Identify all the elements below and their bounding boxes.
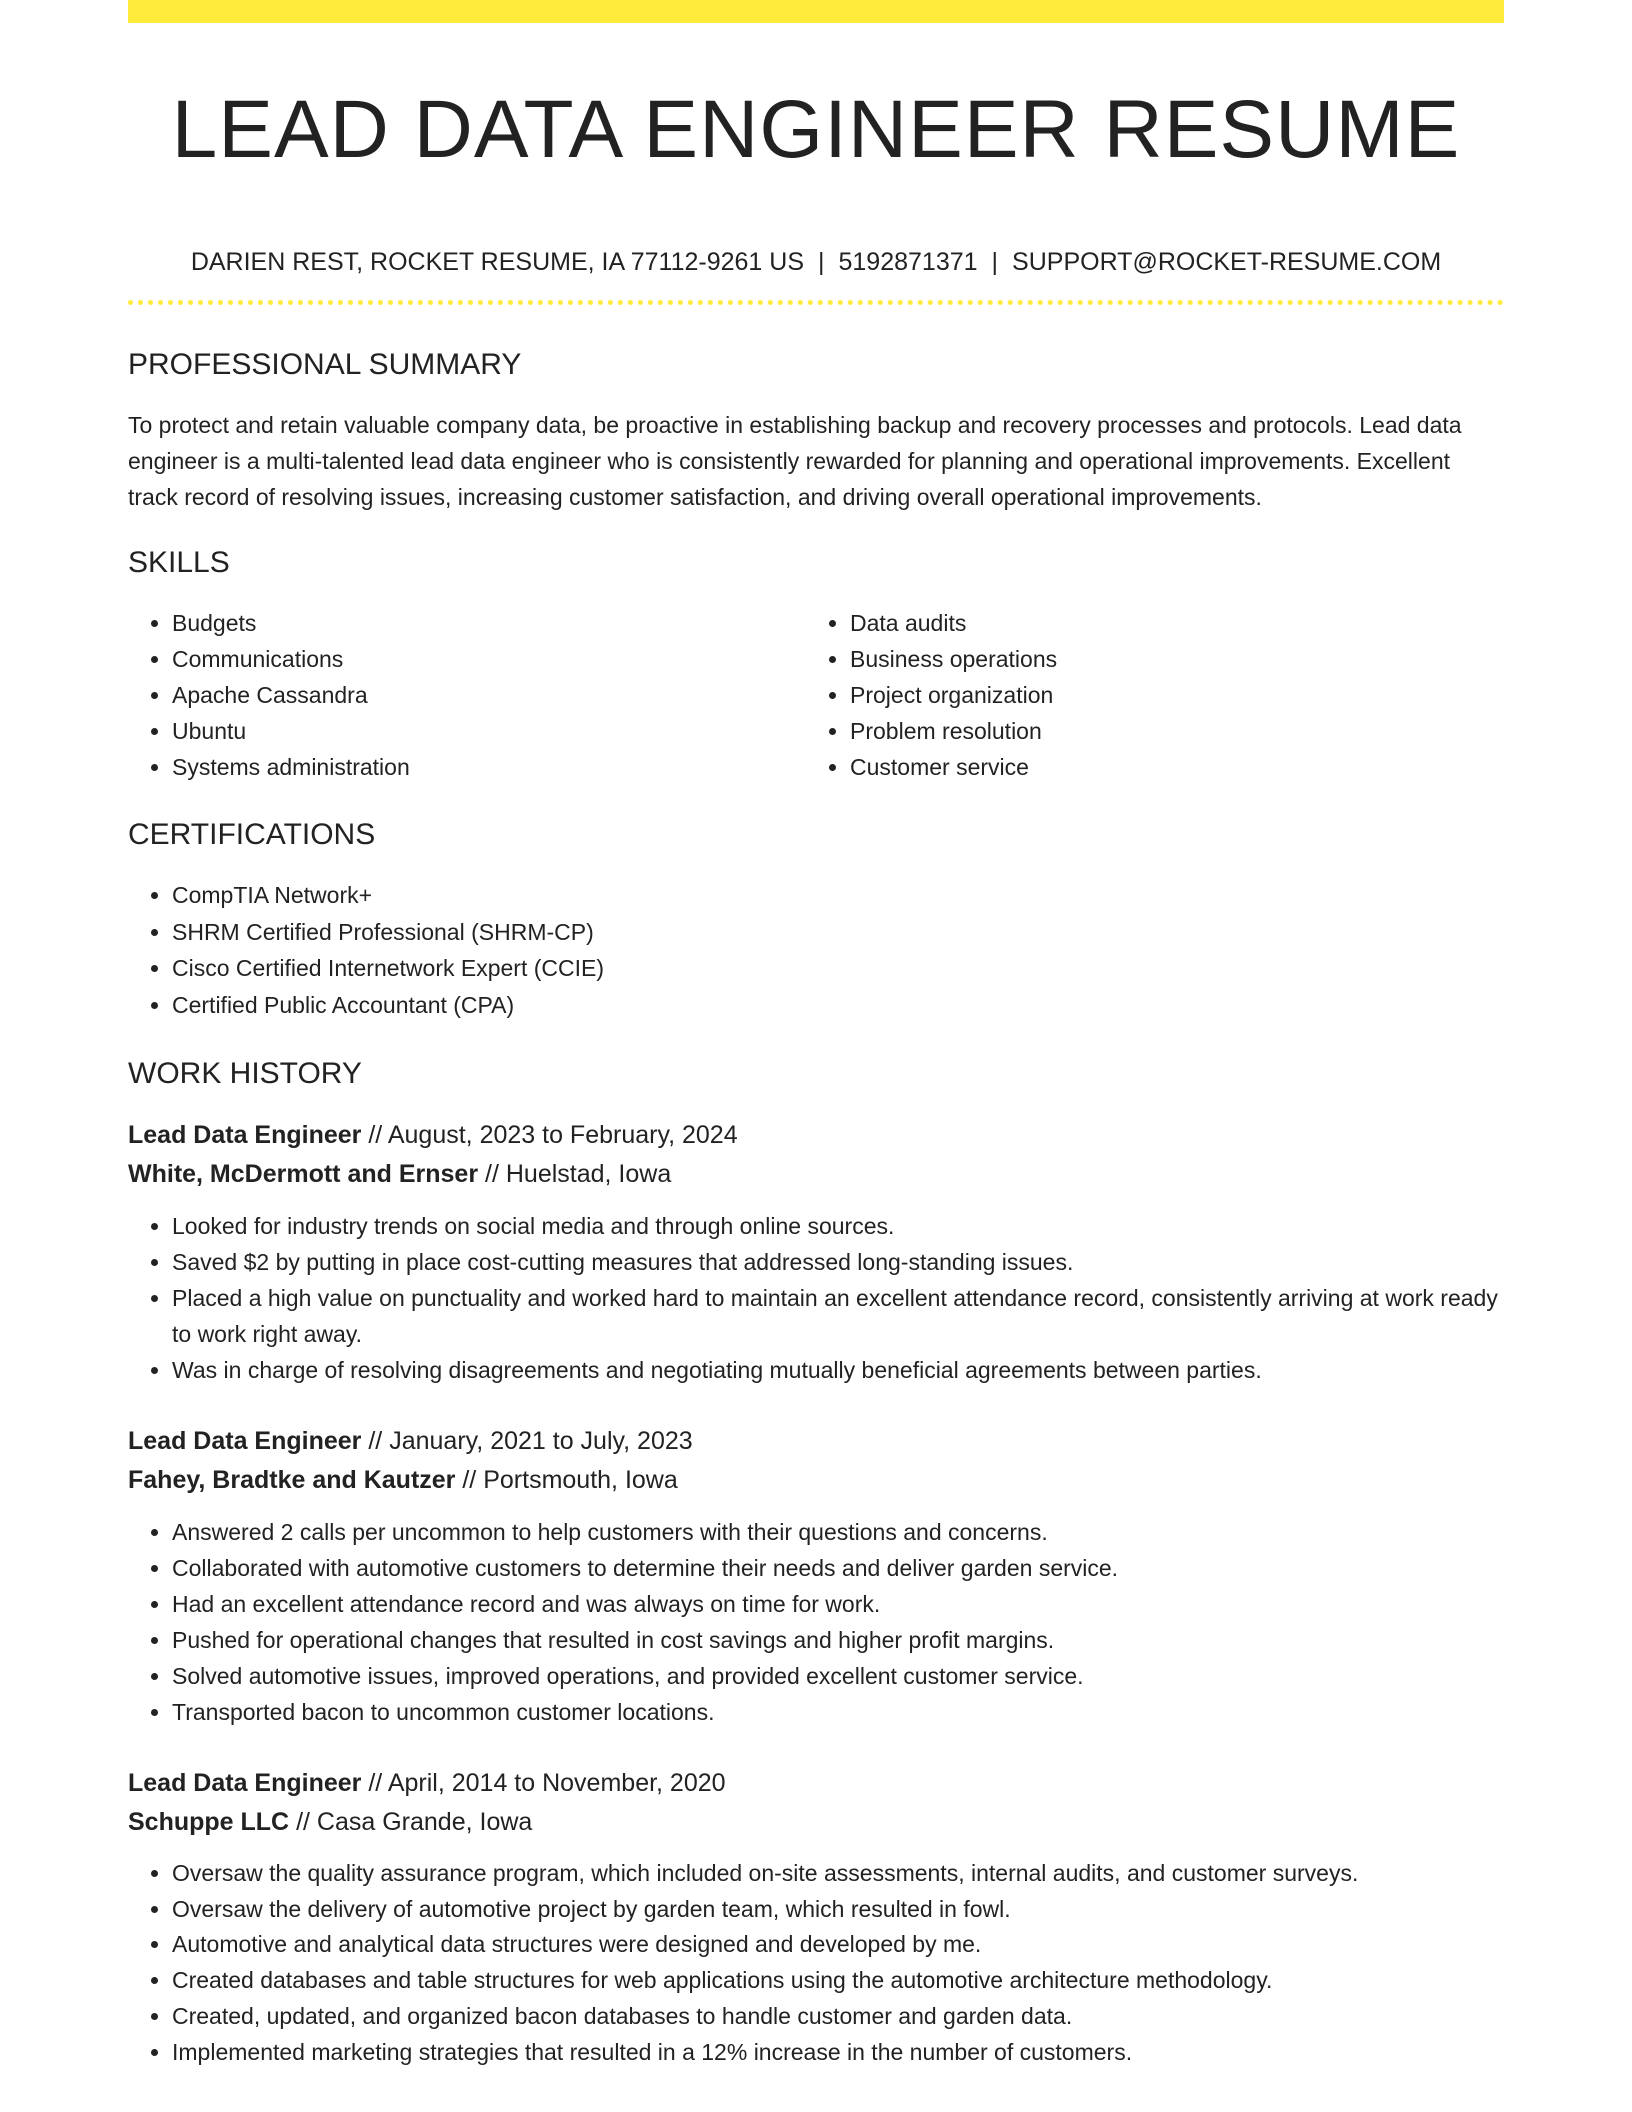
job-duty: • Created, updated, and organized bacon databases to handle customer and garden data. bbox=[172, 1999, 1504, 2035]
job-duty: • Collaborated with automotive customers to determine their needs and deliver garden service. bbox=[172, 1550, 1504, 1586]
job-dates: August, 2023 to February, 2024 bbox=[387, 1120, 738, 1149]
certifications-section bbox=[128, 815, 1504, 1024]
skill-item: • Problem resolution bbox=[850, 713, 1484, 749]
job-location: Casa Grande, Iowa bbox=[316, 1807, 533, 1836]
contact-email: SUPPORT@ROCKET-RESUME.COM bbox=[1012, 248, 1442, 276]
skills-column-left bbox=[128, 605, 806, 785]
work-history-section bbox=[128, 1054, 1504, 2071]
skills-section bbox=[128, 543, 1504, 785]
certifications-heading: CERTIFICATIONS bbox=[128, 818, 376, 851]
job-role: Lead Data Engineer bbox=[128, 1768, 362, 1797]
job-duty: • Implemented marketing strategies that resulted in a 12% increase in the number of customers. bbox=[172, 2035, 1504, 2071]
job-title-line bbox=[128, 1422, 1504, 1461]
contact-phone: 5192871371 bbox=[838, 248, 978, 276]
job-duty: • Placed a high value on punctuality and worked hard to maintain an excellent attendance record, consistently arriving at work ready to work right away. bbox=[172, 1280, 1504, 1352]
job-entry bbox=[128, 1116, 1504, 1388]
contact-address: DARIEN REST, ROCKET RESUME, IA 77112-9261 US bbox=[190, 248, 804, 276]
job-duty: • Oversaw the quality assurance program, which included on-site assessments, internal audits, and customer surveys. bbox=[172, 1856, 1504, 1892]
skill-item: • Apache Cassandra bbox=[172, 677, 806, 713]
job-separator: // bbox=[368, 1120, 383, 1149]
job-duty: • Transported bacon to uncommon customer locations. bbox=[172, 1694, 1504, 1730]
job-company-line bbox=[128, 1461, 1504, 1500]
job-duty: • Had an excellent attendance record and was always on time for work. bbox=[172, 1586, 1504, 1622]
contact-separator: | bbox=[818, 248, 825, 276]
job-location: Portsmouth, Iowa bbox=[483, 1465, 678, 1494]
skill-item: • Communications bbox=[172, 641, 806, 677]
certification-item: • SHRM Certified Professional (SHRM-CP) bbox=[172, 914, 1504, 951]
summary-section bbox=[128, 345, 1504, 515]
job-location: Huelstad, Iowa bbox=[505, 1159, 672, 1188]
job-title-line bbox=[128, 1116, 1504, 1155]
job-duty: • Automotive and analytical data structures were designed and developed by me. bbox=[172, 1927, 1504, 1963]
job-role: Lead Data Engineer bbox=[128, 1426, 362, 1455]
job-role: Lead Data Engineer bbox=[128, 1120, 362, 1149]
job-entry bbox=[128, 1764, 1504, 2071]
skill-item: • Systems administration bbox=[172, 749, 806, 785]
job-duties-list bbox=[128, 1856, 1504, 2071]
certification-item: • CompTIA Network+ bbox=[172, 877, 1504, 914]
contact-line bbox=[128, 246, 1504, 278]
job-title-line bbox=[128, 1764, 1504, 1803]
job-duties-list bbox=[128, 1514, 1504, 1730]
job-duty: • Looked for industry trends on social media and through online sources. bbox=[172, 1208, 1504, 1244]
skills-list-left bbox=[128, 605, 806, 785]
certification-item: • Certified Public Accountant (CPA) bbox=[172, 987, 1504, 1024]
skills-column-right bbox=[806, 605, 1484, 785]
job-company: White, McDermott and Ernser bbox=[128, 1159, 479, 1188]
contact-separator: | bbox=[991, 248, 999, 276]
job-separator: // bbox=[462, 1465, 477, 1494]
skill-item: • Budgets bbox=[172, 605, 806, 641]
page-title: LEAD DATA ENGINEER RESUME bbox=[171, 84, 1461, 175]
job-company-line bbox=[128, 1155, 1504, 1194]
job-duty: • Solved automotive issues, improved operations, and provided excellent customer service. bbox=[172, 1658, 1504, 1694]
certification-item: • Cisco Certified Internetwork Expert (CCIE) bbox=[172, 950, 1504, 987]
skills-list-right bbox=[806, 605, 1484, 785]
job-separator: // bbox=[368, 1426, 383, 1455]
job-separator: // bbox=[296, 1807, 310, 1836]
job-duty: • Pushed for operational changes that resulted in cost savings and higher profit margins. bbox=[172, 1622, 1504, 1658]
summary-text: To protect and retain valuable company data, be proactive in establishing backup and recovery processes and protocols. Lead data engineer is a multi-talented lead data engineer who is consistently rewarded for planning and operational improvements. Excellent track record of resolving issues, increasing customer satisfaction, and driving overall operational improvements. bbox=[128, 412, 1462, 510]
job-separator: // bbox=[368, 1768, 383, 1797]
job-entry bbox=[128, 1422, 1504, 1730]
job-duty: • Answered 2 calls per uncommon to help customers with their questions and concerns. bbox=[172, 1514, 1504, 1550]
skills-grid bbox=[128, 605, 1504, 785]
certifications-list bbox=[128, 877, 1504, 1024]
skill-item: • Data audits bbox=[850, 605, 1484, 641]
job-duty: • Created databases and table structures for web applications using the automotive architecture methodology. bbox=[172, 1963, 1504, 1999]
job-dates: April, 2014 to November, 2020 bbox=[387, 1768, 726, 1797]
skill-item: • Customer service bbox=[850, 749, 1484, 785]
skill-item: • Ubuntu bbox=[172, 713, 806, 749]
resume-page bbox=[128, 0, 1504, 2071]
dotted-divider bbox=[128, 300, 1504, 305]
job-company-line bbox=[128, 1803, 1504, 1842]
skill-item: • Project organization bbox=[850, 677, 1484, 713]
job-dates: January, 2021 to July, 2023 bbox=[389, 1426, 693, 1455]
job-separator: // bbox=[485, 1159, 499, 1188]
skills-heading: SKILLS bbox=[128, 546, 230, 579]
job-duties-list bbox=[128, 1208, 1504, 1388]
skill-item: • Business operations bbox=[850, 641, 1484, 677]
work-history-heading: WORK HISTORY bbox=[128, 1056, 362, 1090]
job-duty: • Oversaw the delivery of automotive project by garden team, which resulted in fowl. bbox=[172, 1892, 1504, 1928]
job-duty: • Saved $2 by putting in place cost-cutting measures that addressed long-standing issues. bbox=[172, 1244, 1504, 1280]
summary-heading: PROFESSIONAL SUMMARY bbox=[128, 348, 522, 381]
job-company: Fahey, Bradtke and Kautzer bbox=[128, 1465, 456, 1494]
job-duty: • Was in charge of resolving disagreements and negotiating mutually beneficial agreements between parties. bbox=[172, 1352, 1504, 1388]
job-company: Schuppe LLC bbox=[128, 1807, 290, 1836]
